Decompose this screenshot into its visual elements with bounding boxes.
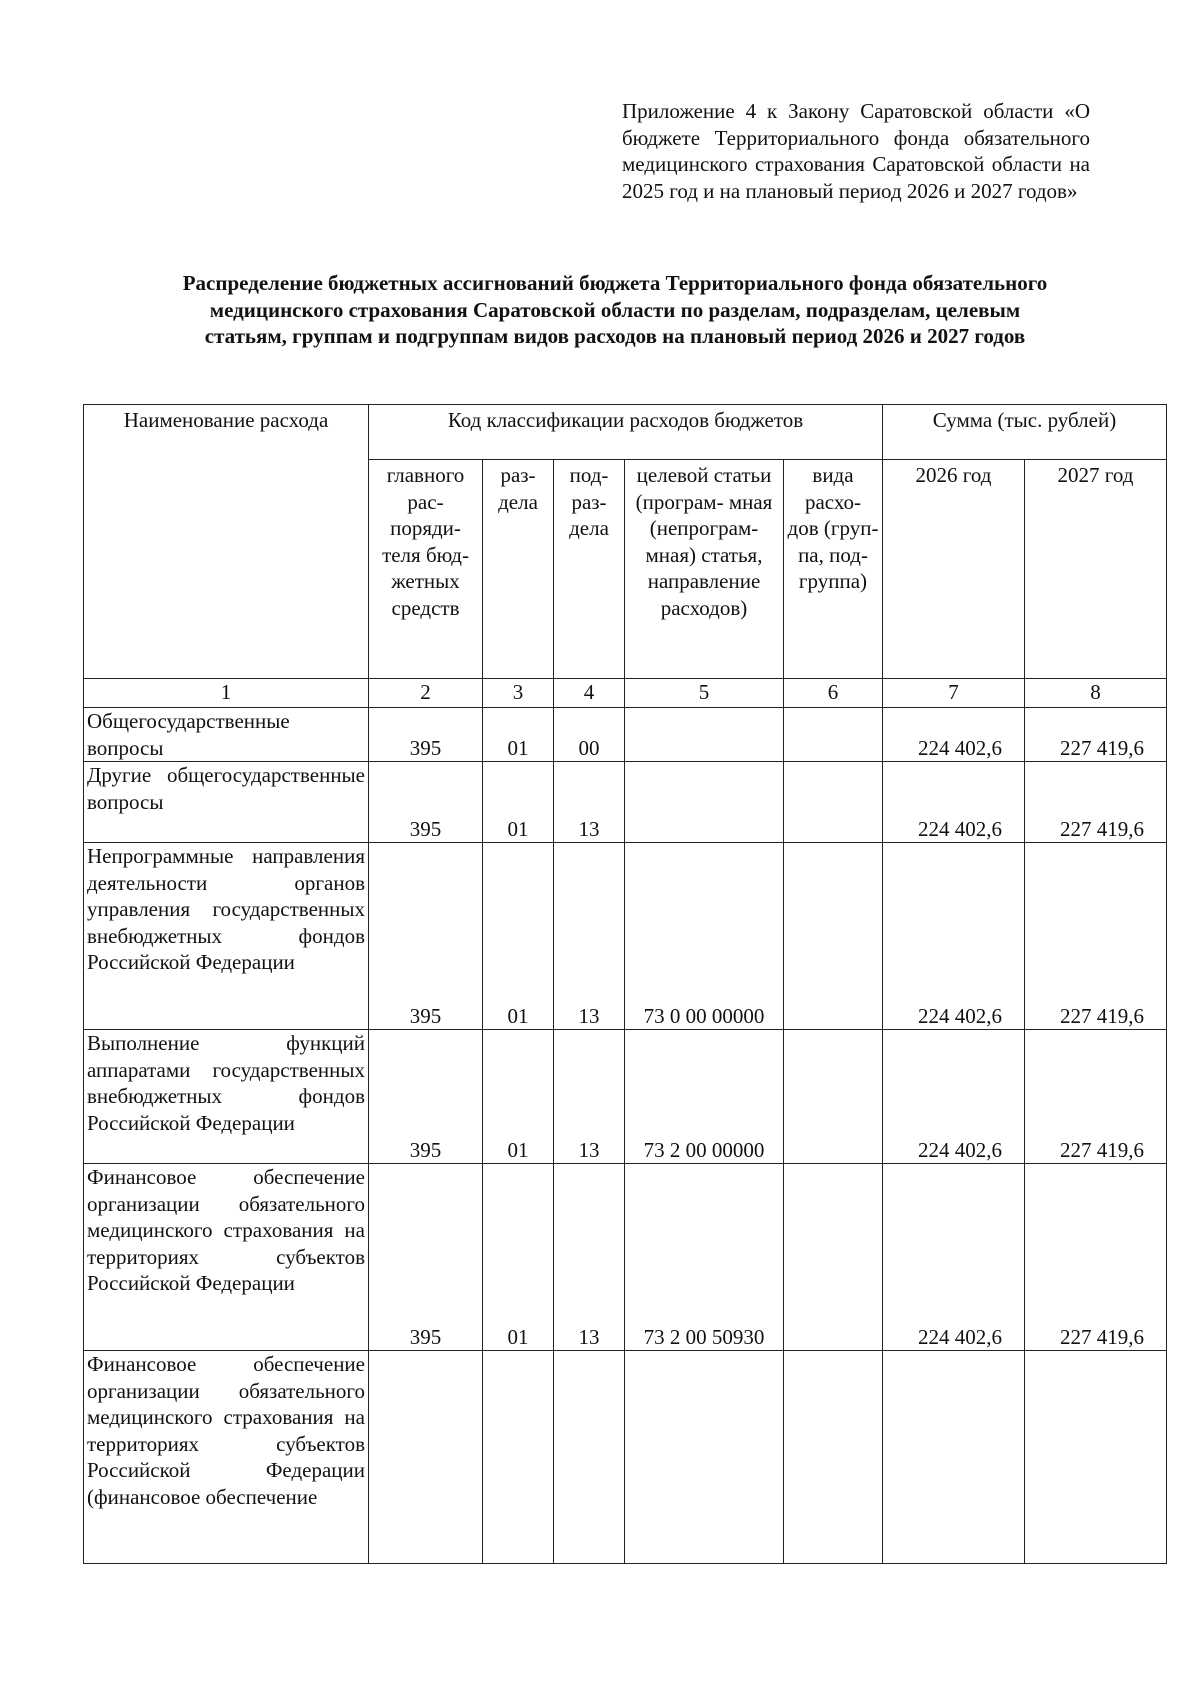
table-row bbox=[84, 1351, 1167, 1564]
manager-code bbox=[369, 1351, 483, 1564]
expense-name: Непрограммные направления деятельности органов управления государственных внебюджетных фондов Российской Федерации bbox=[84, 843, 369, 1030]
target-item-code bbox=[625, 708, 784, 762]
table-row bbox=[84, 1164, 1167, 1351]
column-number: 4 bbox=[554, 679, 625, 708]
header-sum-group: Сумма (тыс. рублей) bbox=[883, 405, 1167, 460]
column-numbers-row bbox=[84, 679, 1167, 708]
amount-2026 bbox=[883, 1351, 1025, 1564]
column-number: 7 bbox=[883, 679, 1025, 708]
section-code: 01 bbox=[483, 843, 554, 1030]
header-year-2027: 2027 год bbox=[1025, 460, 1167, 679]
table-header-row bbox=[84, 405, 1167, 460]
subsection-code: 13 bbox=[554, 1030, 625, 1164]
section-code: 01 bbox=[483, 1030, 554, 1164]
subsection-code: 13 bbox=[554, 843, 625, 1030]
section-code bbox=[483, 1351, 554, 1564]
expense-name: Финансовое обеспечение организации обязательного медицинского страхования на территориях субъектов Российской Федерации bbox=[84, 1164, 369, 1351]
appendix-note: Приложение 4 к Закону Саратовской области «О бюджете Территориального фонда обязательного медицинского страхования Саратовской области на 2025 год и на плановый период 2026 и 2027 годов» bbox=[622, 99, 1090, 203]
expense-type-code bbox=[784, 843, 883, 1030]
manager-code: 395 bbox=[369, 1030, 483, 1164]
header-section: раз- дела bbox=[483, 460, 554, 679]
target-item-code bbox=[625, 762, 784, 843]
manager-code: 395 bbox=[369, 762, 483, 843]
subsection-code: 13 bbox=[554, 762, 625, 843]
expense-name: Общегосударственные вопросы bbox=[84, 708, 369, 762]
manager-code: 395 bbox=[369, 708, 483, 762]
header-year-2026: 2026 год bbox=[883, 460, 1025, 679]
header-name: Наименование расхода bbox=[84, 405, 369, 679]
manager-code: 395 bbox=[369, 1164, 483, 1351]
amount-2027: 227 419,6 bbox=[1025, 1164, 1167, 1351]
amount-2027: 227 419,6 bbox=[1025, 762, 1167, 843]
header-target-item: целевой статьи (програм- мная (непрограм- мная) статья, направление расходов) bbox=[625, 460, 784, 679]
amount-2027: 227 419,6 bbox=[1025, 708, 1167, 762]
amount-2026: 224 402,6 bbox=[883, 1164, 1025, 1351]
document-heading: Распределение бюджетных ассигнований бюджета Территориального фонда обязательного медицинского страхования Саратовской области по разделам, подразделам, целевым статьям, группам и подгруппам видов расходов на плановый период 2026 и 2027 годов bbox=[182, 271, 1048, 348]
amount-2027: 227 419,6 bbox=[1025, 843, 1167, 1030]
section-code: 01 bbox=[483, 1164, 554, 1351]
header-subsection: под- раз- дела bbox=[554, 460, 625, 679]
expense-type-code bbox=[784, 708, 883, 762]
amount-2026: 224 402,6 bbox=[883, 1030, 1025, 1164]
expense-name: Выполнение функций аппаратами государственных внебюджетных фондов Российской Федерации bbox=[84, 1030, 369, 1164]
budget-table bbox=[83, 404, 1167, 1564]
target-item-code: 73 2 00 50930 bbox=[625, 1164, 784, 1351]
expense-name: Финансовое обеспечение организации обязательного медицинского страхования на территориях субъектов Российской Федерации (финансовое обеспечение bbox=[84, 1351, 369, 1564]
table-row bbox=[84, 1030, 1167, 1164]
subsection-code bbox=[554, 1351, 625, 1564]
subsection-code: 00 bbox=[554, 708, 625, 762]
expense-type-code bbox=[784, 1030, 883, 1164]
header-code-group: Код классификации расходов бюджетов bbox=[369, 405, 883, 460]
amount-2027: 227 419,6 bbox=[1025, 1030, 1167, 1164]
amount-2026: 224 402,6 bbox=[883, 843, 1025, 1030]
amount-2026: 224 402,6 bbox=[883, 708, 1025, 762]
section-code: 01 bbox=[483, 708, 554, 762]
amount-2026: 224 402,6 bbox=[883, 762, 1025, 843]
subsection-code: 13 bbox=[554, 1164, 625, 1351]
column-number: 1 bbox=[84, 679, 369, 708]
expense-type-code bbox=[784, 762, 883, 843]
column-number: 5 bbox=[625, 679, 784, 708]
column-number: 6 bbox=[784, 679, 883, 708]
target-item-code: 73 0 00 00000 bbox=[625, 843, 784, 1030]
target-item-code: 73 2 00 00000 bbox=[625, 1030, 784, 1164]
header-expense-type: вида расхо- дов (груп- па, под- группа) bbox=[784, 460, 883, 679]
section-code: 01 bbox=[483, 762, 554, 843]
expense-type-code bbox=[784, 1351, 883, 1564]
expense-type-code bbox=[784, 1164, 883, 1351]
header-main-manager: главного рас- поряди- теля бюд- жетных средств bbox=[369, 460, 483, 679]
table-row bbox=[84, 708, 1167, 762]
target-item-code bbox=[625, 1351, 784, 1564]
table-row bbox=[84, 843, 1167, 1030]
manager-code: 395 bbox=[369, 843, 483, 1030]
table-row bbox=[84, 762, 1167, 843]
column-number: 8 bbox=[1025, 679, 1167, 708]
column-number: 2 bbox=[369, 679, 483, 708]
amount-2027 bbox=[1025, 1351, 1167, 1564]
expense-name: Другие общегосударственные вопросы bbox=[84, 762, 369, 843]
column-number: 3 bbox=[483, 679, 554, 708]
